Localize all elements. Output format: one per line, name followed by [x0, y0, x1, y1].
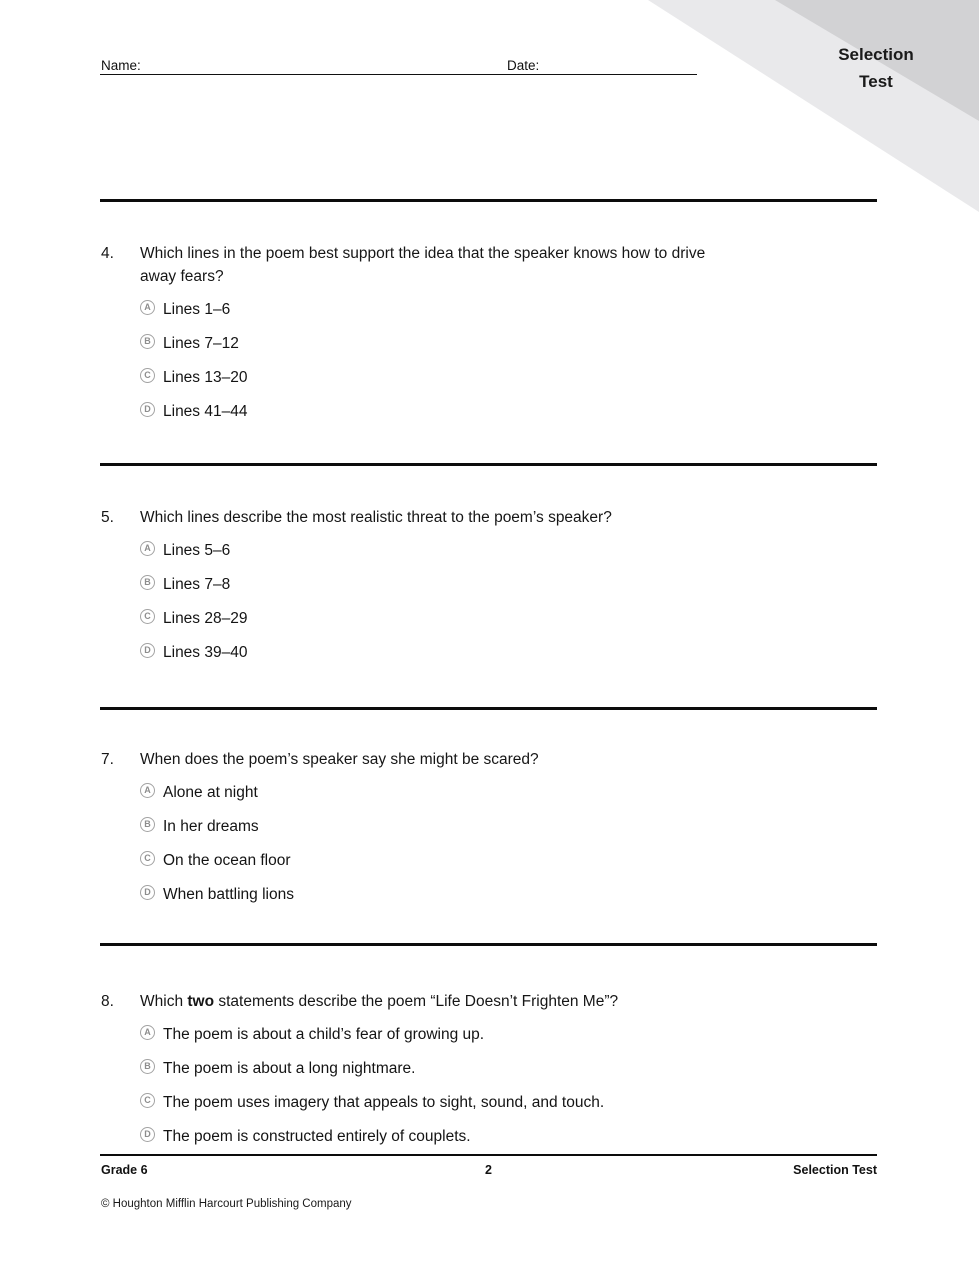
choice-circle-icon [140, 575, 155, 590]
question-number: 5. [101, 509, 114, 526]
choice-circle-icon [140, 402, 155, 417]
answer-option-d [140, 886, 890, 904]
option-text: In her dreams [163, 818, 259, 835]
question-number: 4. [101, 245, 114, 262]
question-text-pre: When does the poem’s speaker say she might be scared? [140, 751, 539, 768]
banner-title [811, 41, 941, 95]
option-text: Lines 39–40 [163, 644, 248, 661]
choice-circle-icon [140, 643, 155, 658]
question-4 [100, 242, 890, 437]
option-text: Alone at night [163, 784, 258, 801]
option-text: The poem is about a child’s fear of growing up. [163, 1026, 485, 1043]
question-text-pre: Which lines describe the most realistic threat to the poem’s speaker? [140, 509, 612, 526]
choice-letter: B [144, 577, 151, 587]
answer-option-b [140, 1060, 890, 1078]
option-text: Lines 28–29 [163, 610, 248, 627]
question-text-pre: Which [140, 993, 188, 1010]
choice-letter: B [144, 819, 151, 829]
section-divider [100, 199, 877, 202]
corner-banner-graphic [629, 0, 979, 260]
option-text: On the ocean floor [163, 852, 291, 869]
question-text-post: statements describe the poem “Life Doesn’t Frighten Me”? [214, 993, 619, 1010]
choice-letter: B [144, 336, 151, 346]
question-text [140, 748, 890, 771]
choice-letter: D [144, 1129, 151, 1139]
choice-circle-icon [140, 851, 155, 866]
name-label: Name: [101, 58, 141, 73]
question-text-pre: Which lines in the poem best support the idea that the speaker knows how to drive [140, 245, 706, 262]
choice-circle-icon [140, 1059, 155, 1074]
answer-option-d [140, 644, 890, 662]
choice-circle-icon [140, 541, 155, 556]
question-text [140, 506, 890, 529]
banner-title-line1: Selection [838, 45, 914, 64]
choice-letter: C [144, 611, 151, 621]
choice-circle-icon [140, 609, 155, 624]
question-5 [100, 506, 890, 678]
answer-option-c [140, 369, 890, 387]
option-text: Lines 5–6 [163, 542, 231, 559]
option-text: Lines 13–20 [163, 369, 248, 386]
choice-letter: A [144, 543, 151, 553]
answer-option-b [140, 576, 890, 594]
answer-option-a [140, 301, 890, 319]
question-text [140, 242, 890, 265]
footer-doc-title: Selection Test [793, 1163, 877, 1177]
answer-option-d [140, 1128, 890, 1146]
choice-letter: A [144, 302, 151, 312]
choice-letter: B [144, 1061, 151, 1071]
choice-letter: C [144, 370, 151, 380]
choice-circle-icon [140, 1025, 155, 1040]
option-text: Lines 7–12 [163, 335, 239, 352]
answer-option-c [140, 610, 890, 628]
answer-option-b [140, 335, 890, 353]
answer-option-c [140, 852, 890, 870]
question-text [140, 990, 890, 1013]
option-text: Lines 7–8 [163, 576, 231, 593]
choice-letter: D [144, 887, 151, 897]
choice-circle-icon [140, 783, 155, 798]
choice-letter: D [144, 404, 151, 414]
answer-options [140, 542, 890, 662]
answer-options [140, 1026, 890, 1146]
question-8 [100, 990, 890, 1162]
choice-letter: A [144, 785, 151, 795]
choice-circle-icon [140, 334, 155, 349]
answer-option-c [140, 1094, 890, 1112]
answer-option-a [140, 1026, 890, 1044]
question-7 [100, 748, 890, 920]
answer-option-d [140, 403, 890, 421]
choice-letter: C [144, 853, 151, 863]
section-divider [100, 463, 877, 466]
footer-page-number: 2 [485, 1163, 492, 1177]
answer-options [140, 301, 890, 421]
answer-option-a [140, 542, 890, 560]
copyright-notice: © Houghton Mifflin Harcourt Publishing Company [101, 1198, 352, 1210]
choice-circle-icon [140, 817, 155, 832]
option-text: Lines 1–6 [163, 301, 231, 318]
question-text-line2: away fears? [140, 268, 224, 285]
choice-circle-icon [140, 885, 155, 900]
option-text: The poem is about a long nightmare. [163, 1060, 416, 1077]
answer-option-a [140, 784, 890, 802]
option-text: Lines 41–44 [163, 403, 248, 420]
banner-title-line2: Test [859, 72, 893, 91]
question-number: 7. [101, 751, 114, 768]
answer-option-b [140, 818, 890, 836]
section-divider [100, 943, 877, 946]
choice-circle-icon [140, 368, 155, 383]
choice-circle-icon [140, 1127, 155, 1142]
choice-letter: C [144, 1095, 151, 1105]
choice-circle-icon [140, 1093, 155, 1108]
section-divider [100, 707, 877, 710]
option-text: The poem uses imagery that appeals to sight, sound, and touch. [163, 1094, 605, 1111]
name-date-blank-line [100, 74, 697, 75]
choice-letter: A [144, 1027, 151, 1037]
option-text: The poem is constructed entirely of couplets. [163, 1128, 471, 1145]
question-text-bold: two [187, 993, 215, 1010]
choice-letter: D [144, 645, 151, 655]
answer-options [140, 784, 890, 904]
question-number: 8. [101, 993, 114, 1010]
date-label: Date: [507, 58, 540, 73]
choice-circle-icon [140, 300, 155, 315]
footer-grade: Grade 6 [101, 1163, 148, 1177]
option-text: When battling lions [163, 886, 294, 903]
